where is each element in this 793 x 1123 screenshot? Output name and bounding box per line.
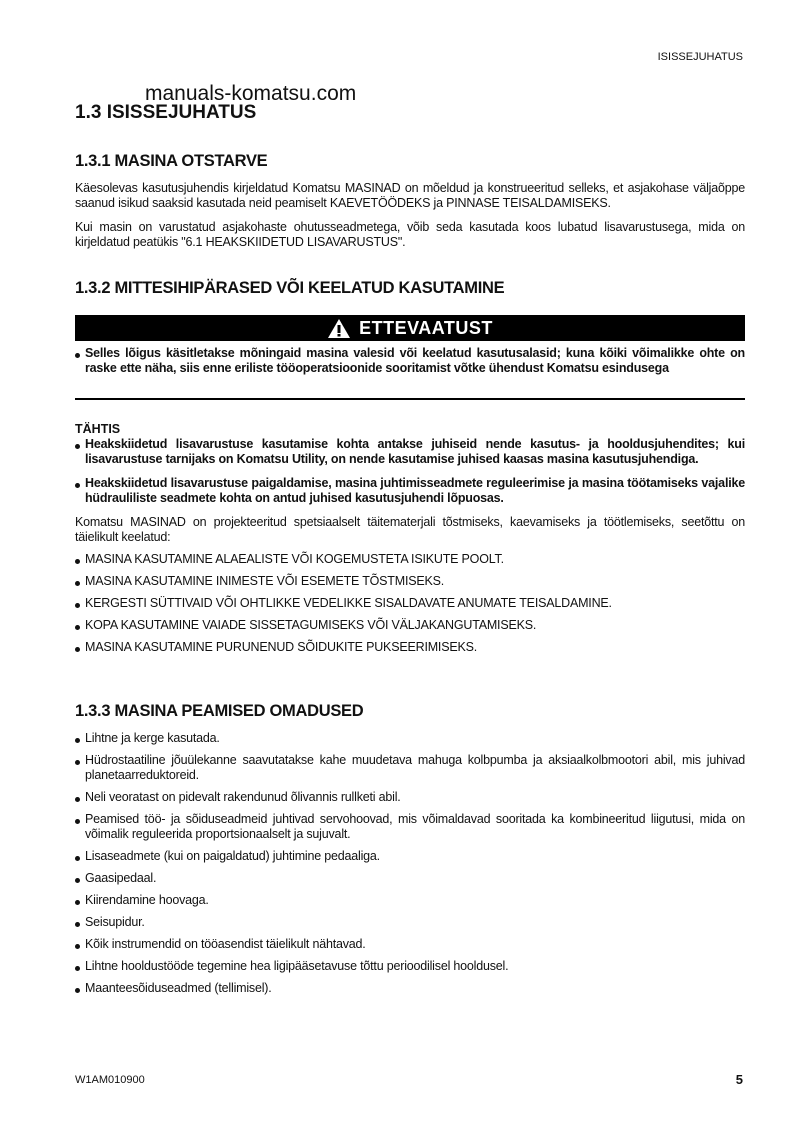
list-item: Lisaseadmete (kui on paigaldatud) juhtimine pedaaliga. [75,849,745,864]
list-item: Lihtne hooldustööde tegemine hea ligipääsetavuse tõttu perioodilisel hooldusel. [75,959,745,974]
paragraph: Kui masin on varustatud asjakohaste ohutusseadmetega, võib seda kasutada koos lubatud lisavarustusega, mida on kirjeldatud peatükis "6.1 HEAKSKIIDETUD LISAVARUSTUS". [75,220,745,249]
list-item: Seisupidur. [75,915,745,930]
list-item: MASINA KASUTAMINE INIMESTE VÕI ESEMETE TÕSTMISEKS. [75,574,745,589]
note-label: TÄHTIS [75,422,121,436]
subsection-title-133: 1.3.3 MASINA PEAMISED OMADUSED [75,702,364,720]
subsection-title-132: 1.3.2 MITTESIHIPÄRASED VÕI KEELATUD KASUTAMINE [75,279,505,297]
list-item: Heakskiidetud lisavarustuse kasutamise kohta antakse juhiseid nende kasutus- ja hooldusjuhendites; kui lisavarustuse tarnijaks on Komatsu Utility, on nende kasutamise juhised kaasas masina kasutusjuhendiga. [75,437,745,467]
section-title: 1.3 ISISSEJUHATUS [75,102,257,123]
list-item: MASINA KASUTAMINE PURUNENUD SÕIDUKITE PUKSEERIMISEKS. [75,640,745,655]
warning-triangle-icon [327,318,351,339]
list-item: Lihtne ja kerge kasutada. [75,731,745,746]
warning-text [75,346,745,376]
list-item: KOPA KASUTAMINE VAIADE SISSETAGUMISEKS VÕI VÄLJAKANGUTAMISEKS. [75,618,745,633]
paragraph: Komatsu MASINAD on projekteeritud spetsiaalselt täitematerjali tõstmiseks, kaevamiseks ja töötlemiseks, seetõttu on täielikult keelatud: [75,515,745,544]
document-code: W1AM010900 [75,1074,145,1086]
list-item: Kõik instrumendid on tööasendist täielikult nähtavad. [75,937,745,952]
list-item: Maanteesõiduseadmed (tellimisel). [75,981,745,996]
features-list [75,724,745,996]
divider [75,398,745,400]
list-item: Peamised töö- ja sõiduseadmeid juhtivad servohoovad, mis võimaldavad sooritada ka kombineeritud liigutusi, mida on võimalik reguleerida proportsionaalselt ja sujuvalt. [75,812,745,842]
list-item: MASINA KASUTAMINE ALAEALISTE VÕI KOGEMUSTETA ISIKUTE POOLT. [75,552,745,567]
warning-banner [75,315,745,341]
purpose-text [75,181,745,250]
list-item: Selles lõigus käsitletakse mõningaid masina valesid või keelatud kasutusalasid; kuna kõiki võimalikke ohte on raske ette näha, siis enne eriliste tööoperatsioonide sooritamist võtke ühendust Komatsu esindusega [75,346,745,376]
page-number: 5 [735,1072,743,1087]
list-item: Heakskiidetud lisavarustuse paigaldamise, masina juhtimisseadmete reguleerimise ja masina töötamiseks vajalike hüdrauliliste seadmete kohta on antud juhised kasutusjuhendi lõpuosas. [75,476,745,506]
list-item: KERGESTI SÜTTIVAID VÕI OHTLIKKE VEDELIKKE SISALDAVATE ANUMATE TEISALDAMINE. [75,596,745,611]
list-item: Neli veoratast on pidevalt rakendunud õlivannis rullketi abil. [75,790,745,805]
paragraph: Käesolevas kasutusjuhendis kirjeldatud Komatsu MASINAD on mõeldud ja konstrueeritud selleks, et asjakohase väljaõppe saanud isikud saaksid kasutada neid peamiselt KAEVETÖÖDEKS ja PINNASE TEISALDAMISEKS. [75,181,745,210]
note-block [75,422,745,655]
running-header: ISISSEJUHATUS [657,51,743,63]
list-item: Kiirendamine hoovaga. [75,893,745,908]
list-item: Hüdrostaatiline jõuülekanne saavutatakse kahe muudetava mahuga kolbpumba ja aksiaalkolbmootori abil, mis juhivad planetaarreduktoreid. [75,753,745,783]
warning-label: ETTEVAATUST [359,317,493,338]
watermark: manuals-komatsu.com [145,82,357,105]
list-item: Gaasipedaal. [75,871,745,886]
subsection-title-131: 1.3.1 MASINA OTSTARVE [75,152,268,170]
